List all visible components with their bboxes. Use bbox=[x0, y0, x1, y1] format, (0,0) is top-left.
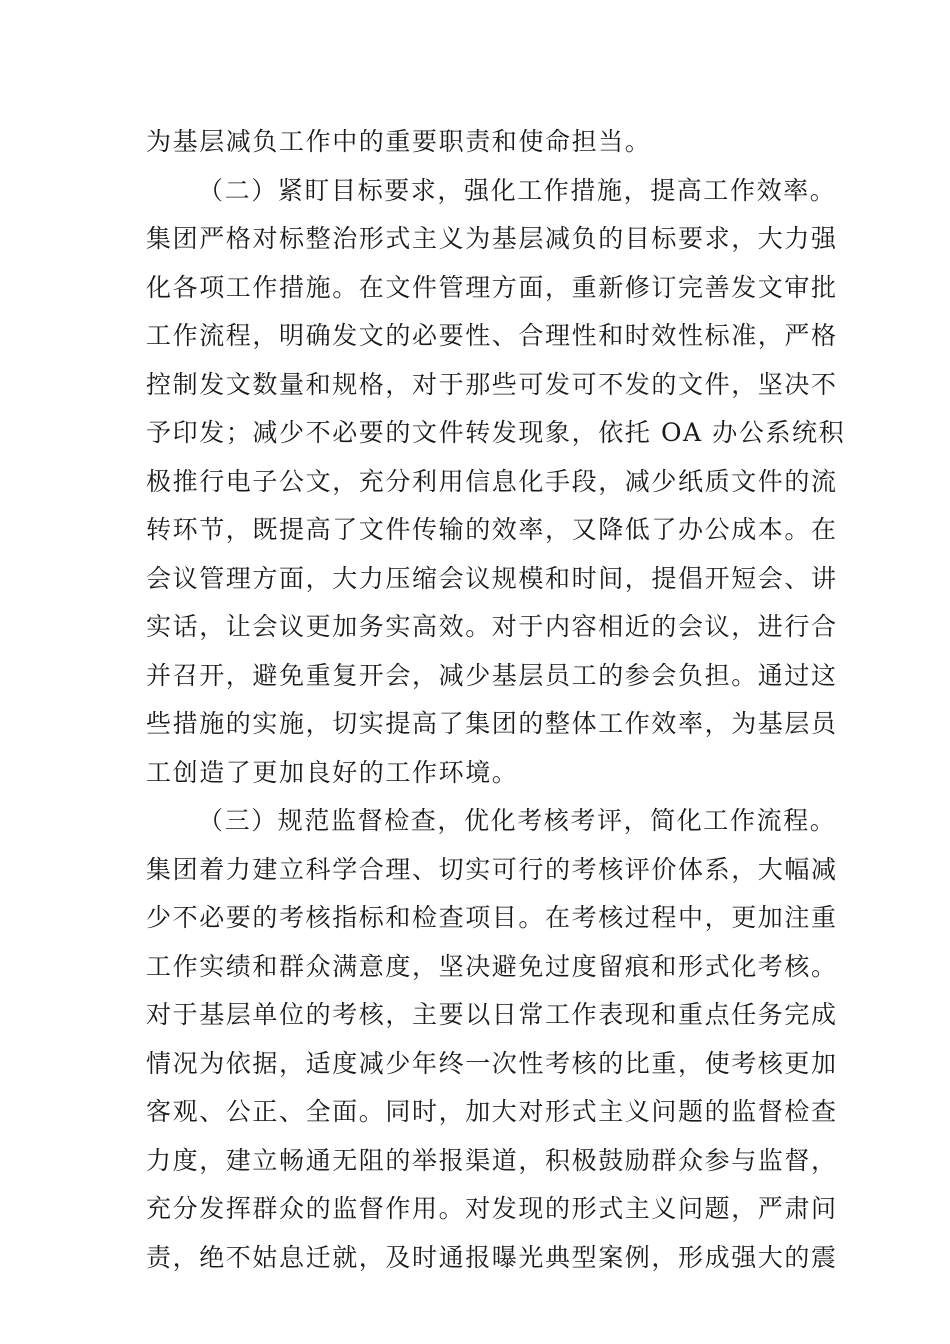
text-line: 会议管理方面，大力压缩会议规模和时间，提倡开短会、讲 bbox=[146, 563, 838, 593]
text-line: 并召开，避免重复开会，减少基层员工的参会负担。通过这 bbox=[146, 660, 838, 690]
text-line: 充分发挥群众的监督作用。对发现的形式主义问题，严肃问 bbox=[146, 1194, 838, 1223]
text-line: 责，绝不姑息迁就，及时通报曝光典型案例，形成强大的震 bbox=[146, 1242, 838, 1272]
text-line: 实话，让会议更加务实高效。对于内容相近的会议，进行合 bbox=[146, 612, 838, 641]
text-line: 转环节，既提高了文件传输的效率，又降低了办公成本。在 bbox=[146, 515, 838, 544]
section-heading-3: （三）规范监督检查，优化考核考评，简化工作流程。 bbox=[198, 806, 837, 835]
text-line: 少不必要的考核指标和检查项目。在考核过程中，更加注重 bbox=[146, 903, 838, 932]
text-line: 集团严格对标整治形式主义为基层减负的目标要求，大力强 bbox=[146, 224, 838, 253]
text-line: 些措施的实施，切实提高了集团的整体工作效率，为基层员 bbox=[146, 709, 838, 738]
text-line: 工作实绩和群众满意度，坚决避免过度留痕和形式化考核。 bbox=[146, 951, 838, 981]
text-line: 极推行电子公文，充分利用信息化手段，减少纸质文件的流 bbox=[146, 466, 838, 496]
text-line: 予印发；减少不必要的文件转发现象，依托 OA 办公系统积 bbox=[146, 418, 846, 447]
text-line: 工作流程，明确发文的必要性、合理性和时效性标准，严格 bbox=[146, 321, 838, 350]
text-line: 工创造了更加良好的工作环境。 bbox=[146, 757, 519, 787]
text-line: 集团着力建立科学合理、切实可行的考核评价体系，大幅减 bbox=[146, 854, 838, 884]
section-heading-2: （二）紧盯目标要求，强化工作措施，提高工作效率。 bbox=[198, 175, 837, 205]
body-text bbox=[146, 118, 846, 1282]
text-line: 力度，建立畅通无阻的举报渠道，积极鼓励群众参与监督， bbox=[146, 1145, 838, 1175]
text-line: 客观、公正、全面。同时，加大对形式主义问题的监督检查 bbox=[146, 1097, 838, 1126]
text-line: 为基层减负工作中的重要职责和使命担当。 bbox=[146, 127, 652, 156]
text-line: 化各项工作措施。在文件管理方面，重新修订完善发文审批 bbox=[146, 272, 838, 302]
text-line: 控制发文数量和规格，对于那些可发可不发的文件，坚决不 bbox=[146, 369, 838, 399]
text-line: 对于基层单位的考核，主要以日常工作表现和重点任务完成 bbox=[146, 1000, 838, 1029]
text-line: 情况为依据，适度减少年终一次性考核的比重，使考核更加 bbox=[146, 1048, 838, 1078]
